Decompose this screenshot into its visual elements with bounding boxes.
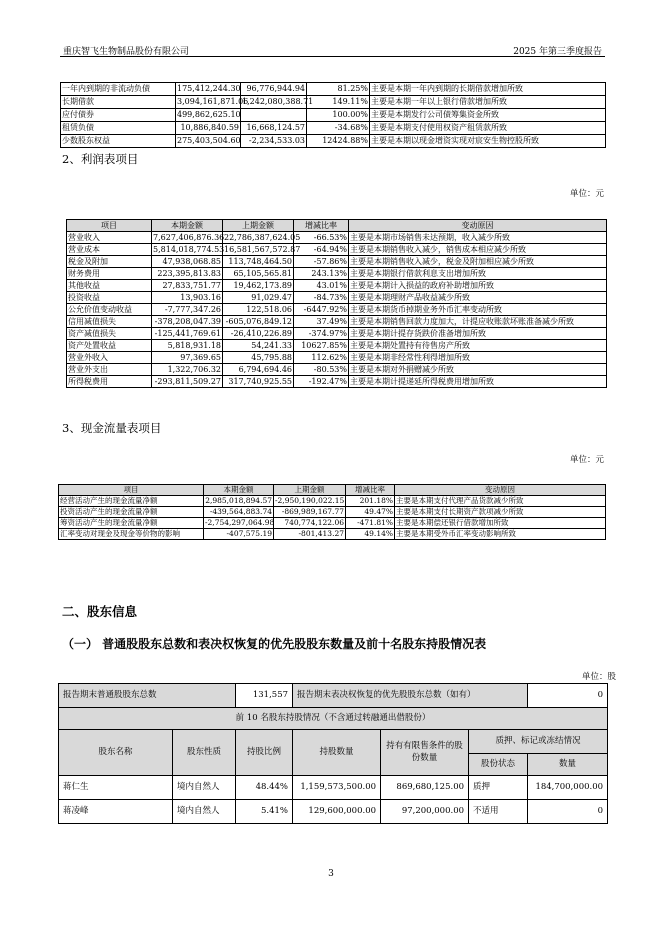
prior-amount-cell: 740,774,122.06 xyxy=(274,518,346,529)
change-reason-cell: 主要是本期支付使用权资产租赁款所致 xyxy=(370,122,606,135)
shareholder-section-title: 二、股东信息 xyxy=(62,604,138,619)
current-amount-cell: 3,094,161,871.06 xyxy=(176,96,241,109)
item-cell: 经营活动产生的现金流量净额 xyxy=(59,496,204,507)
prior-amount-cell: 16,581,567,572.87 xyxy=(224,244,301,254)
change-reason-cell: 主要是本期销售收入减少，税金及附加相应减少所致 xyxy=(349,256,607,268)
change-rate-cell: 43.01% xyxy=(294,280,349,292)
pledge-quantity-cell: 0 xyxy=(528,800,608,824)
prior-amount-cell: 19,462,173.89 xyxy=(223,280,294,292)
change-rate-cell: -34.68% xyxy=(307,122,370,135)
prior-amount-cell: 54,241.33 xyxy=(223,340,294,352)
prior-amount-cell: 91,029.47 xyxy=(223,292,294,304)
total-holders-label: 报告期末普通股股东总数 xyxy=(59,684,236,708)
current-amount-cell: 1,322,706.32 xyxy=(152,364,223,376)
profit-row xyxy=(67,328,607,340)
shareholder-subtitle: （一） 普通股股东总数和表决权恢复的优先股股东数量及前十名股东持股情况表 xyxy=(62,637,487,651)
change-rate-cell: 49.47% xyxy=(346,507,395,518)
current-amount-cell: 5,818,931.18 xyxy=(152,340,223,352)
holder-nature-cell: 境内自然人 xyxy=(173,800,236,824)
profit-header-item: 项目 xyxy=(67,220,152,232)
holding-count-cell: 1,159,573,500.00 xyxy=(293,776,381,800)
holding-ratio-cell: 48.44% xyxy=(236,776,293,800)
header-pledge-status: 质押、标记或冻结情况 xyxy=(469,730,608,754)
current-amount-cell: 2,985,018,894.57 xyxy=(205,496,272,506)
cashflow-row xyxy=(59,507,606,518)
cashflow-section-title: 3、现金流量表项目 xyxy=(62,421,162,435)
change-rate-cell: -471.81% xyxy=(346,518,395,529)
shareholder-total-row xyxy=(59,684,608,708)
item-cell: 筹资活动产生的现金流量净额 xyxy=(59,518,204,529)
shareholder-row xyxy=(59,776,608,800)
shareholder-row xyxy=(59,800,608,824)
change-reason-cell: 主要是本期计入损益的政府补助增加所致 xyxy=(349,280,607,292)
change-reason-cell: 主要是本期理财产品收益减少所致 xyxy=(349,292,607,304)
balance-row xyxy=(61,83,606,96)
profit-row xyxy=(67,304,607,316)
cashflow-unit-label: 单位：元 xyxy=(569,455,604,465)
balance-sheet-table xyxy=(60,82,606,148)
item-cell: 应付债券 xyxy=(61,109,176,122)
item-cell: 投资活动产生的现金流量净额 xyxy=(59,507,204,518)
profit-header-row xyxy=(67,220,607,232)
cashflow-header-current: 本期金额 xyxy=(204,485,274,496)
change-rate-cell: 201.18% xyxy=(346,496,395,507)
current-amount-cell: 223,395,813.83 xyxy=(152,268,223,280)
current-amount-cell: -125,441,769.61 xyxy=(152,328,223,340)
profit-section-title: 2、利润表项目 xyxy=(62,152,139,166)
restricted-shares-cell: 869,680,125.00 xyxy=(381,776,469,800)
page-number: 3 xyxy=(328,869,334,879)
balance-row xyxy=(61,109,606,122)
change-rate-cell: -84.73% xyxy=(294,292,349,304)
profit-table xyxy=(66,219,607,388)
item-cell: 长期借款 xyxy=(61,96,176,109)
profit-row xyxy=(67,352,607,364)
change-reason-cell: 主要是本期销售回款力度加大，计提应收账款坏账准备减少所致 xyxy=(349,316,607,328)
cashflow-header-item: 项目 xyxy=(59,485,204,496)
cashflow-header-row xyxy=(59,485,606,496)
change-reason-cell: 主要是本期非经常性利得增加所致 xyxy=(349,352,607,364)
change-rate-cell: 12424.88% xyxy=(307,135,370,148)
cashflow-table xyxy=(58,484,606,540)
item-cell: 租赁负债 xyxy=(61,122,176,135)
change-rate-cell: 10627.85% xyxy=(294,340,349,352)
balance-row xyxy=(61,96,606,109)
header-divider xyxy=(60,56,605,57)
profit-row xyxy=(67,316,607,328)
item-cell: 营业外支出 xyxy=(67,364,152,376)
cashflow-row xyxy=(59,496,606,507)
profit-row xyxy=(67,292,607,304)
profit-header-reason: 变动原因 xyxy=(349,220,607,232)
prior-amount-cell: 16,668,124.57 xyxy=(241,122,307,135)
profit-row xyxy=(67,256,607,268)
change-reason-cell: 主要是本期市场销售未达预期，收入减少所致 xyxy=(349,232,607,244)
prior-amount-cell: 96,776,944.94 xyxy=(241,83,307,96)
profit-header-prior: 上期金额 xyxy=(223,220,294,232)
cashflow-header-change: 增减比率 xyxy=(346,485,395,496)
balance-row xyxy=(61,122,606,135)
profit-row xyxy=(67,376,607,388)
profit-row xyxy=(67,268,607,280)
prior-amount-cell: -605,076,849.12 xyxy=(223,316,294,328)
change-reason-cell: 主要是本期一年内到期的长期借款增加所致 xyxy=(370,83,606,96)
share-status-cell: 质押 xyxy=(469,776,528,800)
change-reason-cell: 主要是本期银行借款利息支出增加所致 xyxy=(349,268,607,280)
prior-amount-cell: 113,748,464.50 xyxy=(223,256,294,268)
prior-amount-cell: -801,413.27 xyxy=(274,529,346,540)
prior-amount-cell: 6,794,694.46 xyxy=(223,364,294,376)
item-cell: 税金及附加 xyxy=(67,256,152,268)
cashflow-header-prior: 上期金额 xyxy=(274,485,346,496)
current-amount-cell: -2,754,297,064.98 xyxy=(205,518,275,528)
change-reason-cell: 主要是本期计提递延所得税费用增加所致 xyxy=(349,376,607,388)
change-rate-cell: -192.47% xyxy=(294,376,349,388)
item-cell: 资产减值损失 xyxy=(67,328,152,340)
current-amount-cell: 97,369.65 xyxy=(152,352,223,364)
prior-amount-cell: -26,410,226.89 xyxy=(223,328,294,340)
change-rate-cell: 112.62% xyxy=(294,352,349,364)
holding-count-cell: 129,600,000.00 xyxy=(293,800,381,824)
change-reason-cell: 主要是本期偿还银行借款增加所致 xyxy=(395,518,606,529)
prior-amount-cell: -869,989,167.77 xyxy=(274,507,346,518)
item-cell: 投资收益 xyxy=(67,292,152,304)
profit-header-current: 本期金额 xyxy=(152,220,223,232)
change-reason-cell: 主要是本期货币掉期业务外币汇率变动所致 xyxy=(349,304,607,316)
profit-row xyxy=(67,364,607,376)
change-reason-cell: 主要是本期一年以上银行借款增加所致 xyxy=(370,96,606,109)
top10-caption: 前 10 名股东持股情况（不含通过转融通出借股份） xyxy=(59,708,608,730)
restricted-shares-cell: 97,200,000.00 xyxy=(381,800,469,824)
header-pledge-quantity: 数量 xyxy=(528,754,608,776)
header-company: 重庆智飞生物制品股份有限公司 xyxy=(63,47,190,57)
prior-amount-cell: 122,518.06 xyxy=(223,304,294,316)
current-amount-cell: -439,564,883.74 xyxy=(204,507,274,518)
current-amount-cell: 10,886,840.59 xyxy=(176,122,241,135)
current-amount-cell: 47,938,068.85 xyxy=(152,256,223,268)
change-reason-cell: 主要是本期支付代理产品货款减少所致 xyxy=(395,496,606,507)
change-reason-cell: 主要是本期销售收入减少，销售成本相应减少所致 xyxy=(349,244,607,256)
change-rate-cell: -57.86% xyxy=(294,256,349,268)
header-report-title: 2025 年第三季度报告 xyxy=(513,47,602,57)
item-cell: 营业收入 xyxy=(67,232,152,244)
change-reason-cell: 主要是本期处置持有待售房产所致 xyxy=(349,340,607,352)
change-rate-cell: 243.13% xyxy=(294,268,349,280)
shareholder-unit-label: 单位：股 xyxy=(581,672,616,682)
cashflow-row xyxy=(59,529,606,540)
item-cell: 资产处置收益 xyxy=(67,340,152,352)
item-cell: 汇率变动对现金及现金等价物的影响 xyxy=(59,529,204,540)
current-amount-cell: 5,814,018,774.53 xyxy=(153,244,225,254)
change-reason-cell: 主要是本期以现金增资实现对宸安生物控股所致 xyxy=(370,135,606,148)
change-reason-cell: 主要是本期支付长期资产款项减少所致 xyxy=(395,507,606,518)
item-cell: 一年内到期的非流动负债 xyxy=(61,83,176,96)
shareholder-table xyxy=(58,683,608,824)
preferred-holders-label: 报告期末表决权恢复的优先股股东总数（如有） xyxy=(293,684,528,708)
holder-nature-cell: 境内自然人 xyxy=(173,776,236,800)
holder-name-cell: 蒋仁生 xyxy=(59,776,173,800)
header-holder-name: 股东名称 xyxy=(59,730,173,776)
prior-amount-cell: 22,786,387,624.05 xyxy=(224,232,301,242)
change-rate-cell: -66.53% xyxy=(294,232,349,244)
prior-amount-cell: -2,950,190,022.15 xyxy=(275,496,345,506)
profit-row xyxy=(67,244,607,256)
share-status-cell: 不适用 xyxy=(469,800,528,824)
header-holding-count: 持股数量 xyxy=(293,730,381,776)
prior-amount-cell: 45,795.88 xyxy=(223,352,294,364)
balance-row xyxy=(61,135,606,148)
header-restricted-shares: 持有有限售条件的股份数量 xyxy=(381,730,469,776)
current-amount-cell: 27,833,751.77 xyxy=(152,280,223,292)
prior-amount-cell: -2,234,533.03 xyxy=(241,135,307,148)
change-reason-cell: 主要是本期受外币汇率变动影响所致 xyxy=(395,529,606,540)
change-rate-cell: 149.11% xyxy=(307,96,370,109)
change-rate-cell: 81.25% xyxy=(307,83,370,96)
change-rate-cell: -80.53% xyxy=(294,364,349,376)
change-reason-cell: 主要是本期发行公司债筹集资金所致 xyxy=(370,109,606,122)
change-reason-cell: 主要是本期计提存货跌价准备增加所致 xyxy=(349,328,607,340)
change-rate-cell: -6447.92% xyxy=(294,304,349,316)
prior-amount-cell xyxy=(241,109,307,122)
current-amount-cell: -7,777,347.26 xyxy=(152,304,223,316)
top10-caption-row xyxy=(59,708,608,730)
item-cell: 营业外收入 xyxy=(67,352,152,364)
current-amount-cell: -407,575.19 xyxy=(204,529,274,540)
prior-amount-cell: 1,242,080,388.71 xyxy=(241,96,307,109)
profit-row xyxy=(67,340,607,352)
change-rate-cell: -64.94% xyxy=(294,244,349,256)
prior-amount-cell: 65,105,565.81 xyxy=(223,268,294,280)
item-cell: 营业成本 xyxy=(67,244,152,256)
current-amount-cell: -293,811,509.27 xyxy=(152,376,223,388)
prior-amount-cell: 317,740,925.55 xyxy=(223,376,294,388)
item-cell: 公允价值变动收益 xyxy=(67,304,152,316)
item-cell: 信用减值损失 xyxy=(67,316,152,328)
header-holding-ratio: 持股比例 xyxy=(236,730,293,776)
change-rate-cell: 100.00% xyxy=(307,109,370,122)
item-cell: 少数股东权益 xyxy=(61,135,176,148)
header-holder-nature: 股东性质 xyxy=(173,730,236,776)
pledge-quantity-cell: 184,700,000.00 xyxy=(528,776,608,800)
current-amount-cell: -378,208,047.39 xyxy=(152,316,223,328)
current-amount-cell: 175,412,244.30 xyxy=(176,83,241,96)
cashflow-header-reason: 变动原因 xyxy=(395,485,606,496)
change-reason-cell: 主要是本期对外捐赠减少所致 xyxy=(349,364,607,376)
item-cell: 其他收益 xyxy=(67,280,152,292)
shareholder-header-row-1 xyxy=(59,730,608,754)
cashflow-row xyxy=(59,518,606,529)
current-amount-cell: 275,403,504.60 xyxy=(176,135,241,148)
holding-ratio-cell: 5.41% xyxy=(236,800,293,824)
current-amount-cell: 13,903.16 xyxy=(152,292,223,304)
profit-header-change: 增减比率 xyxy=(294,220,349,232)
total-holders-value: 131,557 xyxy=(236,684,293,708)
current-amount-cell: 499,862,625.10 xyxy=(176,109,241,122)
preferred-holders-value: 0 xyxy=(528,684,608,708)
holder-name-cell: 蒋凌峰 xyxy=(59,800,173,824)
header-share-status: 股份状态 xyxy=(469,754,528,776)
change-rate-cell: 49.14% xyxy=(346,529,395,540)
profit-row xyxy=(67,280,607,292)
profit-unit-label: 单位：元 xyxy=(569,189,604,199)
item-cell: 所得税费用 xyxy=(67,376,152,388)
profit-row xyxy=(67,232,607,244)
change-rate-cell: 37.49% xyxy=(294,316,349,328)
change-rate-cell: -374.97% xyxy=(294,328,349,340)
current-amount-cell: 7,627,406,876.36 xyxy=(153,232,225,242)
item-cell: 财务费用 xyxy=(67,268,152,280)
